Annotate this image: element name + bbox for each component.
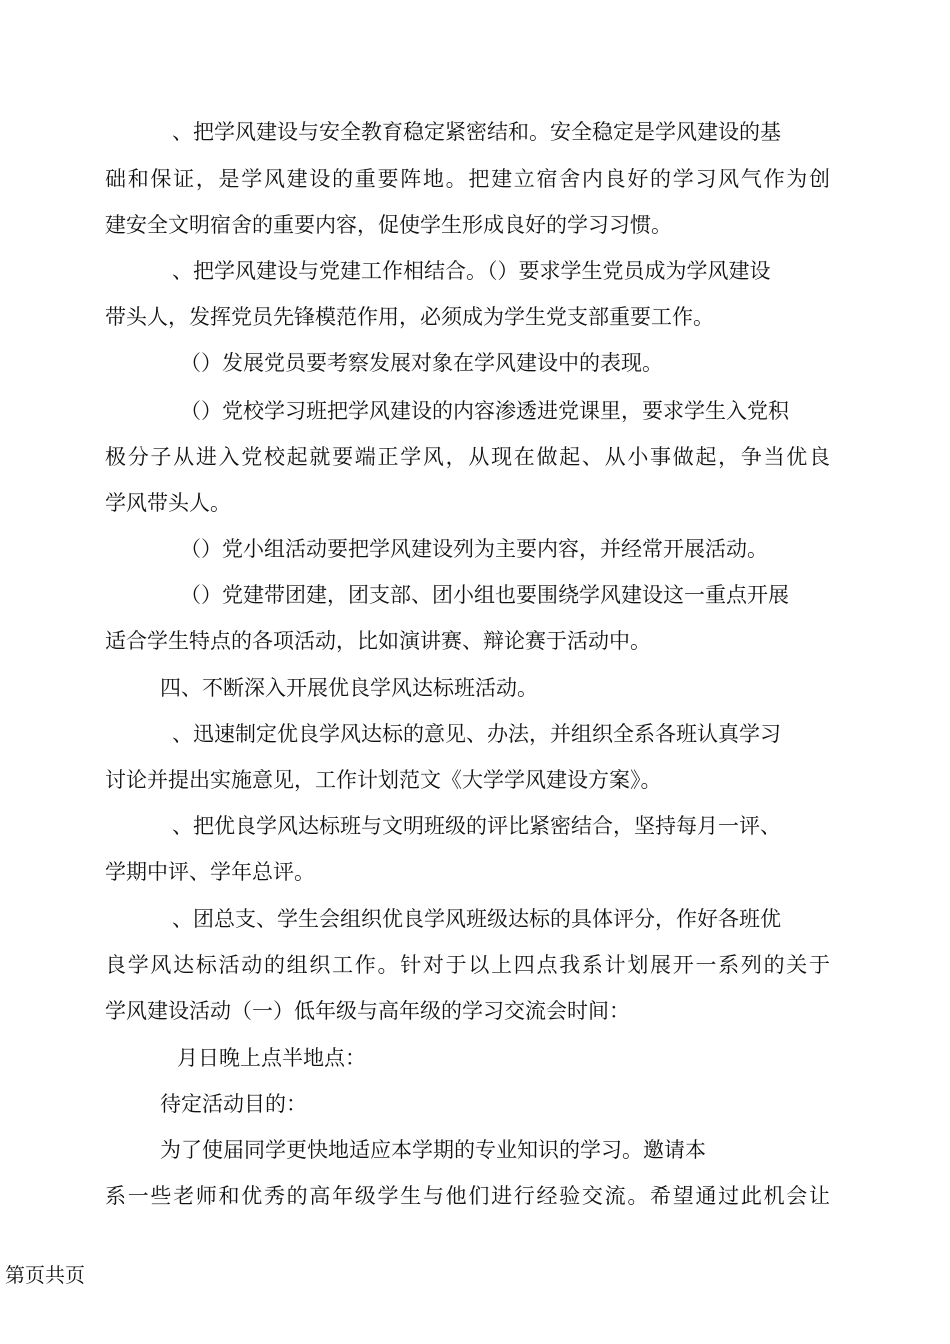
text-line: 建安全文明宿舍的重要内容，促使学生形成良好的学习习惯。	[105, 213, 672, 237]
text-line: 良学风达标活动的组织工作。针对于以上四点我系计划展开一系列的关于	[105, 953, 830, 977]
text-line: （）发展党员要考察发展对象在学风建设中的表现。	[180, 351, 663, 375]
text-line: 极分子从进入党校起就要端正学风，从现在做起、从小事做起，争当优良	[105, 445, 830, 469]
text-line: 月日晚上点半地点：	[177, 1046, 366, 1070]
text-line: 系一些老师和优秀的高年级学生与他们进行经验交流。希望通过此机会让	[105, 1184, 830, 1208]
text-line: 为了使届同学更快地适应本学期的专业知识的学习。邀请本	[160, 1138, 706, 1162]
text-line: （）党小组活动要把学风建设列为主要内容，并经常开展活动。	[180, 537, 768, 561]
text-line: 讨论并提出实施意见，工作计划范文《大学学风建设方案》。	[105, 768, 662, 792]
text-line: 四、不断深入开展优良学风达标班活动。	[160, 676, 538, 700]
text-line: 学期中评、学年总评。	[105, 860, 315, 884]
text-line: 、团总支、学生会组织优良学风班级达标的具体评分，作好各班优	[172, 907, 781, 931]
text-line: 、迅速制定优良学风达标的意见、办法，并组织全系各班认真学习	[172, 722, 781, 746]
text-line: （）党校学习班把学风建设的内容渗透进党课里，要求学生入党积	[180, 399, 789, 423]
text-line: （）党建带团建，团支部、团小组也要围绕学风建设这一重点开展	[180, 583, 789, 607]
page-number-footer: 第页共页	[5, 1263, 85, 1287]
text-line: 待定活动目的：	[160, 1092, 307, 1116]
text-line: 适合学生特点的各项活动，比如演讲赛、辩论赛于活动中。	[105, 629, 651, 653]
text-line: 础和保证，是学风建设的重要阵地。把建立宿舍内良好的学习风气作为创	[105, 167, 830, 191]
text-line: 学风建设活动（一）低年级与高年级的学习交流会时间：	[105, 999, 630, 1023]
text-line: 、把学风建设与安全教育稳定紧密结和。安全稳定是学风建设的基	[172, 120, 781, 144]
text-line: 带头人，发挥党员先锋模范作用，必须成为学生党支部重要工作。	[105, 305, 714, 329]
text-line: 、把学风建设与党建工作相结合。（）要求学生党员成为学风建设	[172, 259, 771, 283]
text-line: 、把优良学风达标班与文明班级的评比紧密结合，坚持每月一评、	[172, 814, 781, 838]
text-line: 学风带头人。	[105, 491, 231, 515]
